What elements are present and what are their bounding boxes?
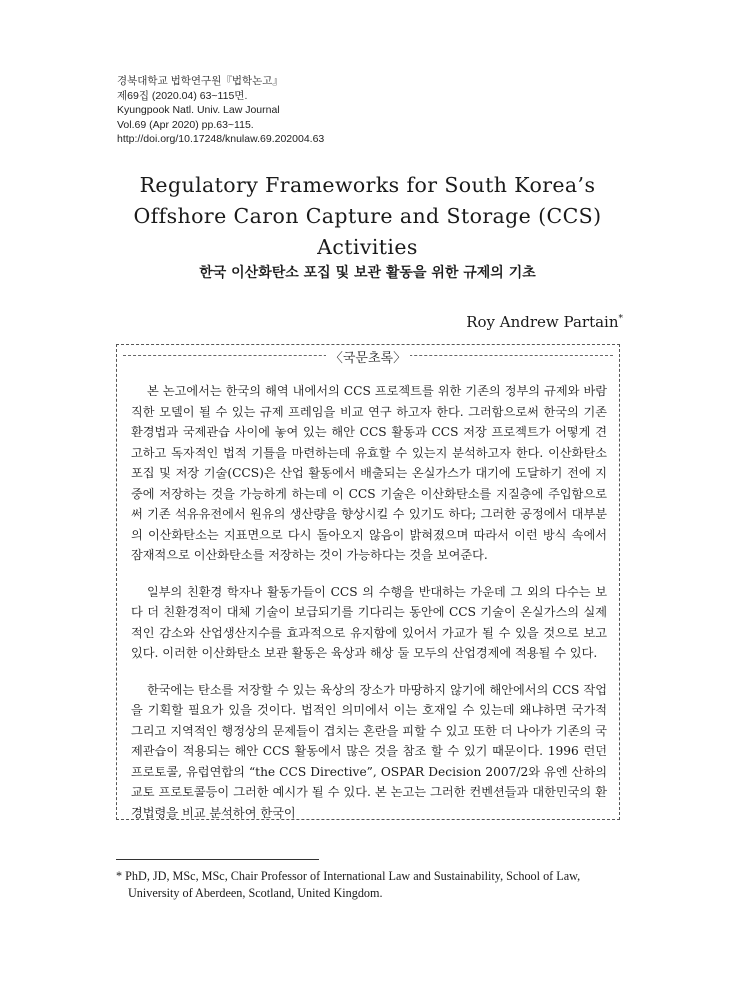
footnote-divider [116, 859, 319, 860]
abstract-paragraph-1: 본 논고에서는 한국의 해역 내에서의 CCS 프로젝트를 위한 기존의 정부의 규제와 바람직한 모델이 될 수 있는 규제 프레임을 비교 연구 하고자 한다. 그러함으로써 한국의 기존 환경법과 국제관습 사이에 놓여 있는 해안 CCS 활동과 CCS 저장 프로젝트가 어떻게 견고하고 독자적인 법적 기틀을 마련하는데 유효할 수 있는지 분석하고자 한다. 이산화탄소 포집 및 저장 기술(CCS)은 산업 활동에서 배출되는 온실가스가 대기에 도달하기 전에 지중에 저장하는 것을 가능하게 하는데 이 CCS 기술은 이산화탄소를 지질층에 주입함으로써 기존 석유유전에서 원유의 생산량을 향상시킬 수 있기도 하다; 그러한 공정에서 대부분의 이산화탄소는 지표면으로 다시 돌아오지 않음이 밝혀졌으며 따라서 이런 방식 속에서 잠재적으로 이산화탄소를 저장하는 것이 가능하다는 것을 보여준다. [131, 384, 607, 562]
header-issue-ko: 제69집 (2020.04) 63~115면. [117, 89, 248, 102]
title-line-2: Offshore Caron Capture and Storage (CCS) [133, 204, 602, 228]
footnote-mark: * [116, 869, 123, 883]
abstract-paragraph-2: 일부의 친환경 학자나 활동가들이 CCS 의 수행을 반대하는 가운데 그 외의 다수는 보다 더 친환경적이 대체 기술이 보급되기를 기다리는 동안에 CCS 기술이 온실가스의 실제적인 감소와 산업생산지수를 효과적으로 유지함에 있어서 가교가 될 수 있을 것으로 보고 있다. 이러한 이산화탄소 보관 활동은 육상과 해상 둘 모두의 산업경제에 적용될 수 있다. [131, 584, 607, 660]
header-journal-name-ko: 경북대학교 법학연구원『법학논고』 [117, 75, 283, 87]
title-line-1: Regulatory Frameworks for South Korea’s [139, 173, 596, 197]
abstract-paragraph-3: 한국에는 탄소를 저장할 수 있는 육상의 장소가 마땅하지 않기에 해안에서의 CCS 작업을 기획할 필요가 있을 것이다. 법적인 의미에서 이는 호재일 수 있는데 왜냐하면 국가적 그리고 지역적인 행정상의 문제들이 겹치는 혼란을 피할 수 있고 또한 더 나아가 기존의 국제관습이 적용되는 해안 CCS 활동에서 많은 것을 참조 할 수 있기 때문이다. 1996 런던 프로토콜, 유럽연합의 “the CCS Directive”, OSPAR Decision 2007/2와 유엔 산하의 교토 프로토콜등이 그러한 예시가 될 수 있다. 본 논고는 그러한 컨벤션들과 대한민국의 환경법령을 비교 분석하여 한국이 [131, 682, 607, 820]
header-journal-name-en: Kyungpook Natl. Univ. Law Journal [117, 104, 280, 116]
author-name: Roy Andrew Partain [466, 313, 619, 331]
korean-abstract-box [116, 344, 620, 820]
title-line-3: Activities [317, 235, 418, 259]
footnote-text: PhD, JD, MSc, MSc, Chair Professor of International Law and Sustainability, School of Law, University of Aberdeen, Scotland, United Kingdom. [125, 869, 581, 900]
author-footnote-mark: * [618, 314, 623, 324]
abstract-heading: 〈국문초록〉 [117, 347, 619, 366]
author-line [466, 313, 623, 331]
header-issue-en: Vol.69 (Apr 2020) pp.63~115. [117, 118, 254, 131]
journal-header [117, 74, 324, 147]
article-title [60, 170, 675, 263]
author-footnote [116, 868, 622, 902]
abstract-body [131, 381, 607, 839]
header-doi-link[interactable]: http://doi.org/10.17248/knulaw.69.202004.63 [117, 133, 325, 145]
article-subtitle-ko: 한국 이산화탄소 포집 및 보관 활동을 위한 규제의 기초 [199, 265, 536, 281]
